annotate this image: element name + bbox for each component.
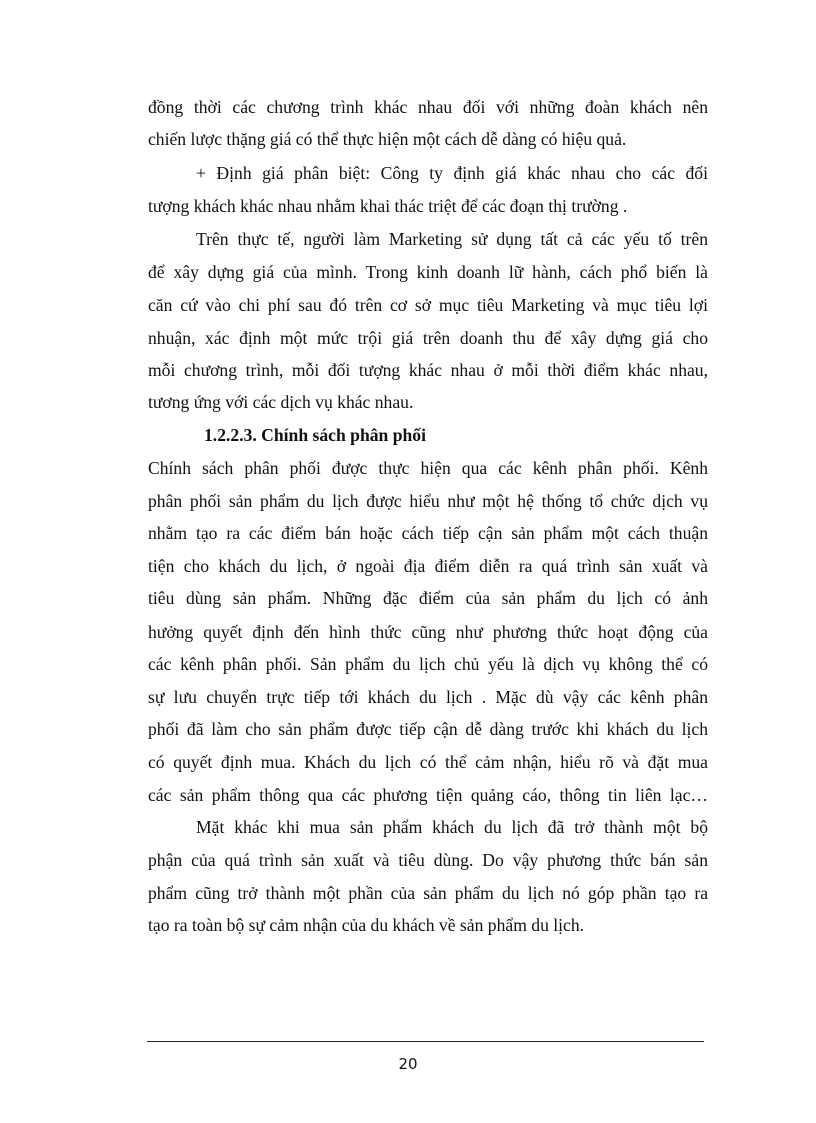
text-line: phận của quá trình sản xuất và tiêu dùng. Do vậy phương thức bán sản — [148, 850, 708, 870]
text-line: tương ứng với các dịch vụ khác nhau. — [148, 392, 414, 412]
page-number: 20 — [398, 1055, 418, 1073]
text-line: căn cứ vào chi phí sau đó trên cơ sở mục tiêu Marketing và mục tiêu lợi — [148, 295, 708, 315]
text-line: phối đã làm cho sản phẩm được tiếp cận dễ dàng trước khi khách du lịch — [148, 719, 708, 739]
text-line: tiện cho khách du lịch, ở ngoài địa điểm diễn ra quá trình sản xuất và — [148, 556, 708, 576]
text-line: đồng thời các chương trình khác nhau đối với những đoàn khách nên — [148, 97, 708, 117]
text-line: Chính sách phân phối được thực hiện qua các kênh phân phối. Kênh — [148, 458, 708, 478]
text-line: các kênh phân phối. Sản phẩm du lịch chủ yếu là dịch vụ không thể có — [148, 654, 708, 674]
text-line: các sản phẩm thông qua các phương tiện quảng cáo, thông tin liên lạc… — [148, 785, 708, 805]
text-line: chiến lược thặng giá có thể thực hiện một cách dễ dàng có hiệu quả. — [148, 129, 627, 149]
text-line: có quyết định mua. Khách du lịch có thể cảm nhận, hiểu rõ và đặt mua — [148, 752, 708, 772]
text-line: hưởng quyết định đến hình thức cũng như phương thức hoạt động của — [148, 622, 708, 642]
footer-divider — [147, 1041, 704, 1042]
text-line: mỗi chương trình, mỗi đối tượng khác nhau ở mỗi thời điểm khác nhau, — [148, 360, 708, 380]
section-heading: 1.2.2.3. Chính sách phân phối — [204, 425, 426, 445]
text-line: nhằm tạo ra các điểm bán hoặc cách tiếp cận sản phẩm một cách thuận — [148, 523, 708, 543]
text-line: tiêu dùng sản phẩm. Những đặc điểm của sản phẩm du lịch có ảnh — [148, 588, 708, 608]
text-line: sự lưu chuyển trực tiếp tới khách du lịch . Mặc dù vậy các kênh phân — [148, 687, 708, 707]
text-line: phẩm cũng trở thành một phần của sản phẩm du lịch nó góp phần tạo ra — [148, 883, 708, 903]
text-line: + Định giá phân biệt: Công ty định giá khác nhau cho các đối — [196, 163, 708, 183]
text-line: tạo ra toàn bộ sự cảm nhận của du khách về sản phẩm du lịch. — [148, 915, 585, 935]
text-line: để xây dựng giá của mình. Trong kinh doanh lữ hành, cách phổ biến là — [148, 262, 708, 282]
text-line: Trên thực tế, người làm Marketing sử dụng tất cả các yếu tố trên — [196, 229, 708, 249]
text-line: Mặt khác khi mua sản phẩm khách du lịch đã trở thành một bộ — [196, 817, 708, 837]
text-line: tượng khách khác nhau nhằm khai thác triệt để các đoạn thị trường . — [148, 196, 628, 216]
text-line: nhuận, xác định một mức trội giá trên doanh thu để xây dựng giá cho — [148, 328, 708, 348]
text-line: phân phối sản phẩm du lịch được hiểu như một hệ thống tổ chức dịch vụ — [148, 491, 708, 511]
